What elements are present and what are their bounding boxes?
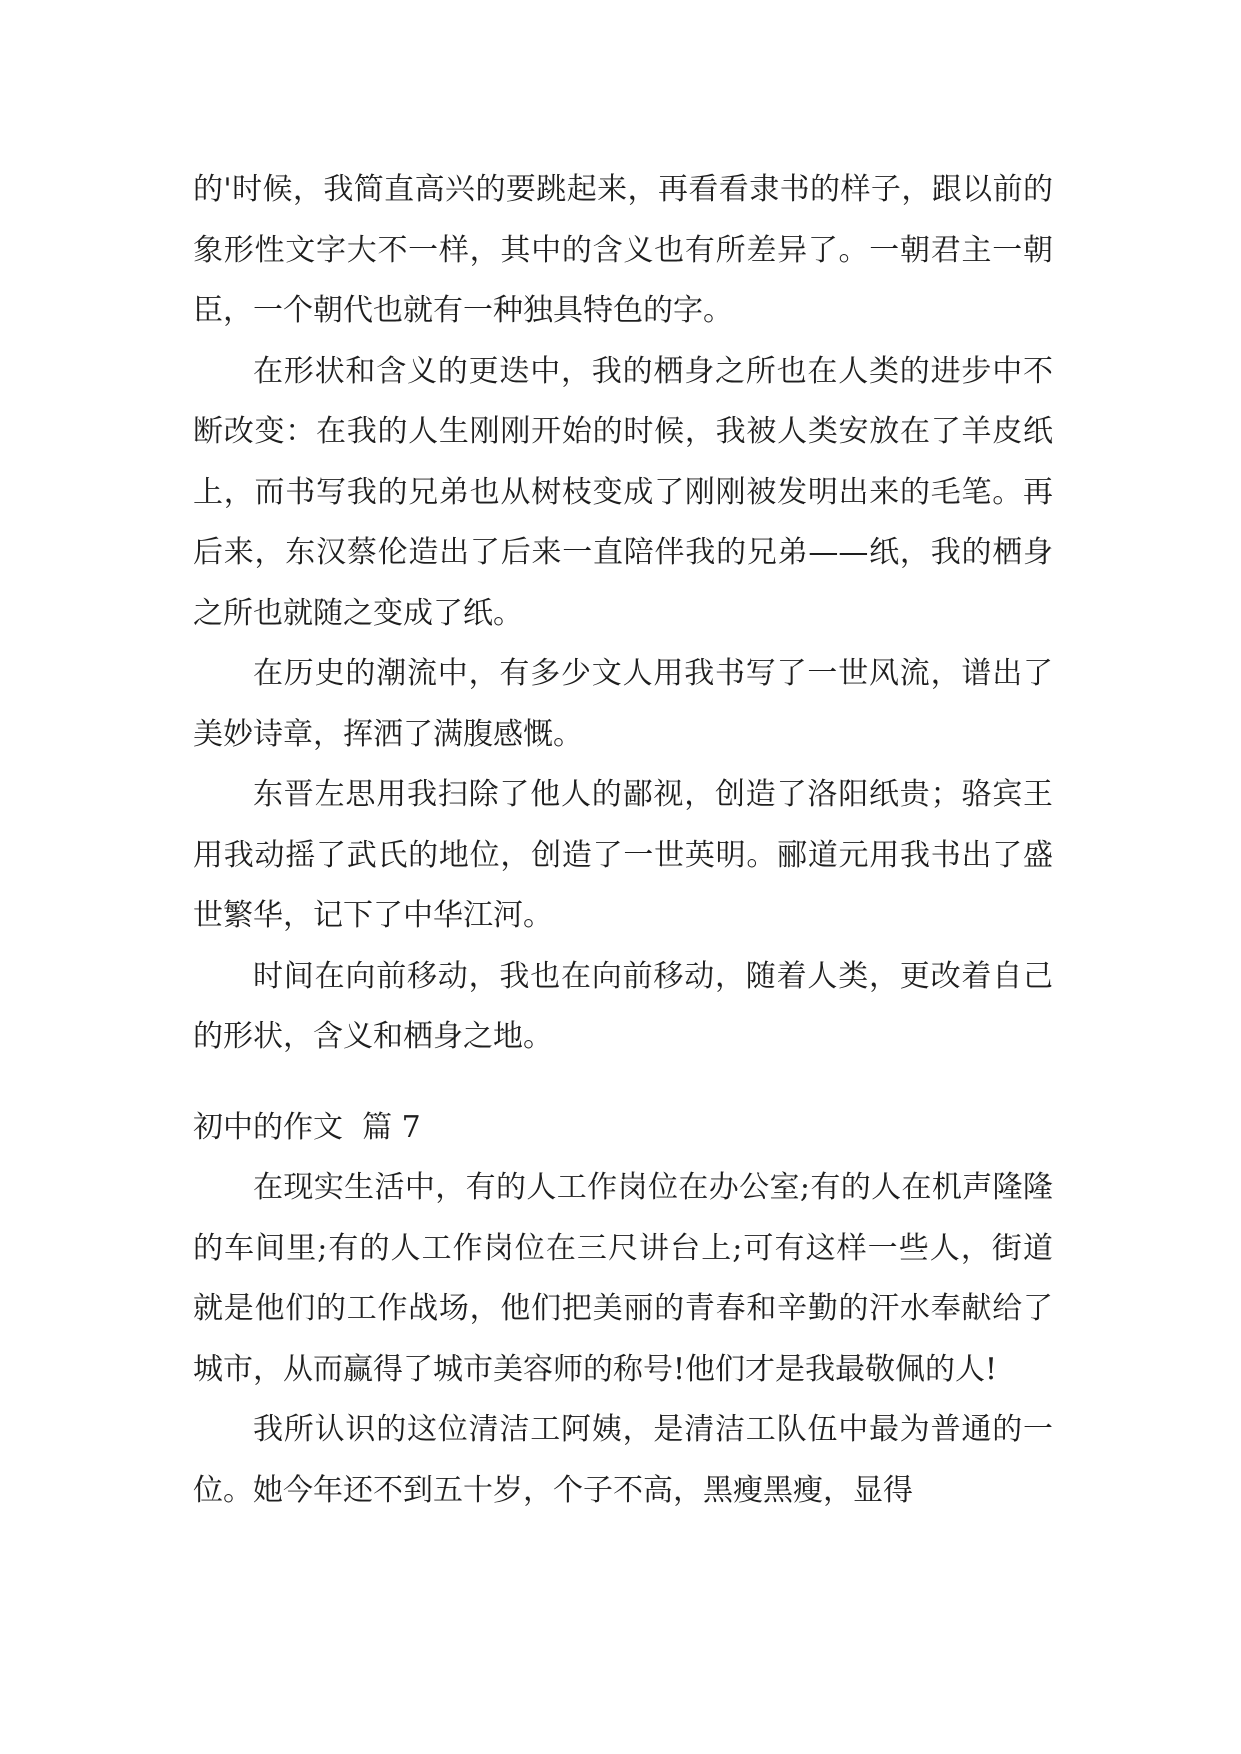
paragraph: 在形状和含义的更迭中，我的栖身之所也在人类的进步中不断改变：在我的人生刚刚开始的时候，我被人类安放在了羊皮纸上，而书写我的兄弟也从树枝变成了刚刚被发明出来的毛笔。再后来，东汉蔡伦造出了后来一直陪伴我的兄弟——纸，我的栖身之所也就随之变成了纸。 xyxy=(193,353,1053,631)
paragraph: 在现实生活中，有的人工作岗位在办公室;有的人在机声隆隆的车间里;有的人工作岗位在三尺讲台上;可有这样一些人，街道就是他们的工作战场，他们把美丽的青春和辛勤的汗水奉献给了城市，从而赢得了城市美容师的称号!他们才是我最敬佩的人! xyxy=(193,1170,1053,1387)
paragraph: 时间在向前移动，我也在向前移动，随着人类，更改着自己的形状，含义和栖身之地。 xyxy=(193,958,1053,1054)
paragraph: 在历史的潮流中，有多少文人用我书写了一世风流，谱出了美妙诗章，挥洒了满腹感慨。 xyxy=(193,656,1053,752)
paragraph: 东晋左思用我扫除了他人的鄙视，创造了洛阳纸贵；骆宾王用我动摇了武氏的地位，创造了一世英明。郦道元用我书出了盛世繁华，记下了中华江河。 xyxy=(193,777,1053,933)
document-body xyxy=(193,160,1053,1521)
paragraph-continued: 的'时候，我简直高兴的要跳起来，再看看隶书的样子，跟以前的象形性文字大不一样，其中的含义也有所差异了。一朝君主一朝臣，一个朝代也就有一种独具特色的字。 xyxy=(193,172,1053,328)
paragraph: 我所认识的这位清洁工阿姨，是清洁工队伍中最为普通的一位。她今年还不到五十岁，个子不高，黑瘦黑瘦，显得 xyxy=(193,1412,1053,1508)
section-heading: 初中的作文 篇 7 xyxy=(193,1109,421,1145)
